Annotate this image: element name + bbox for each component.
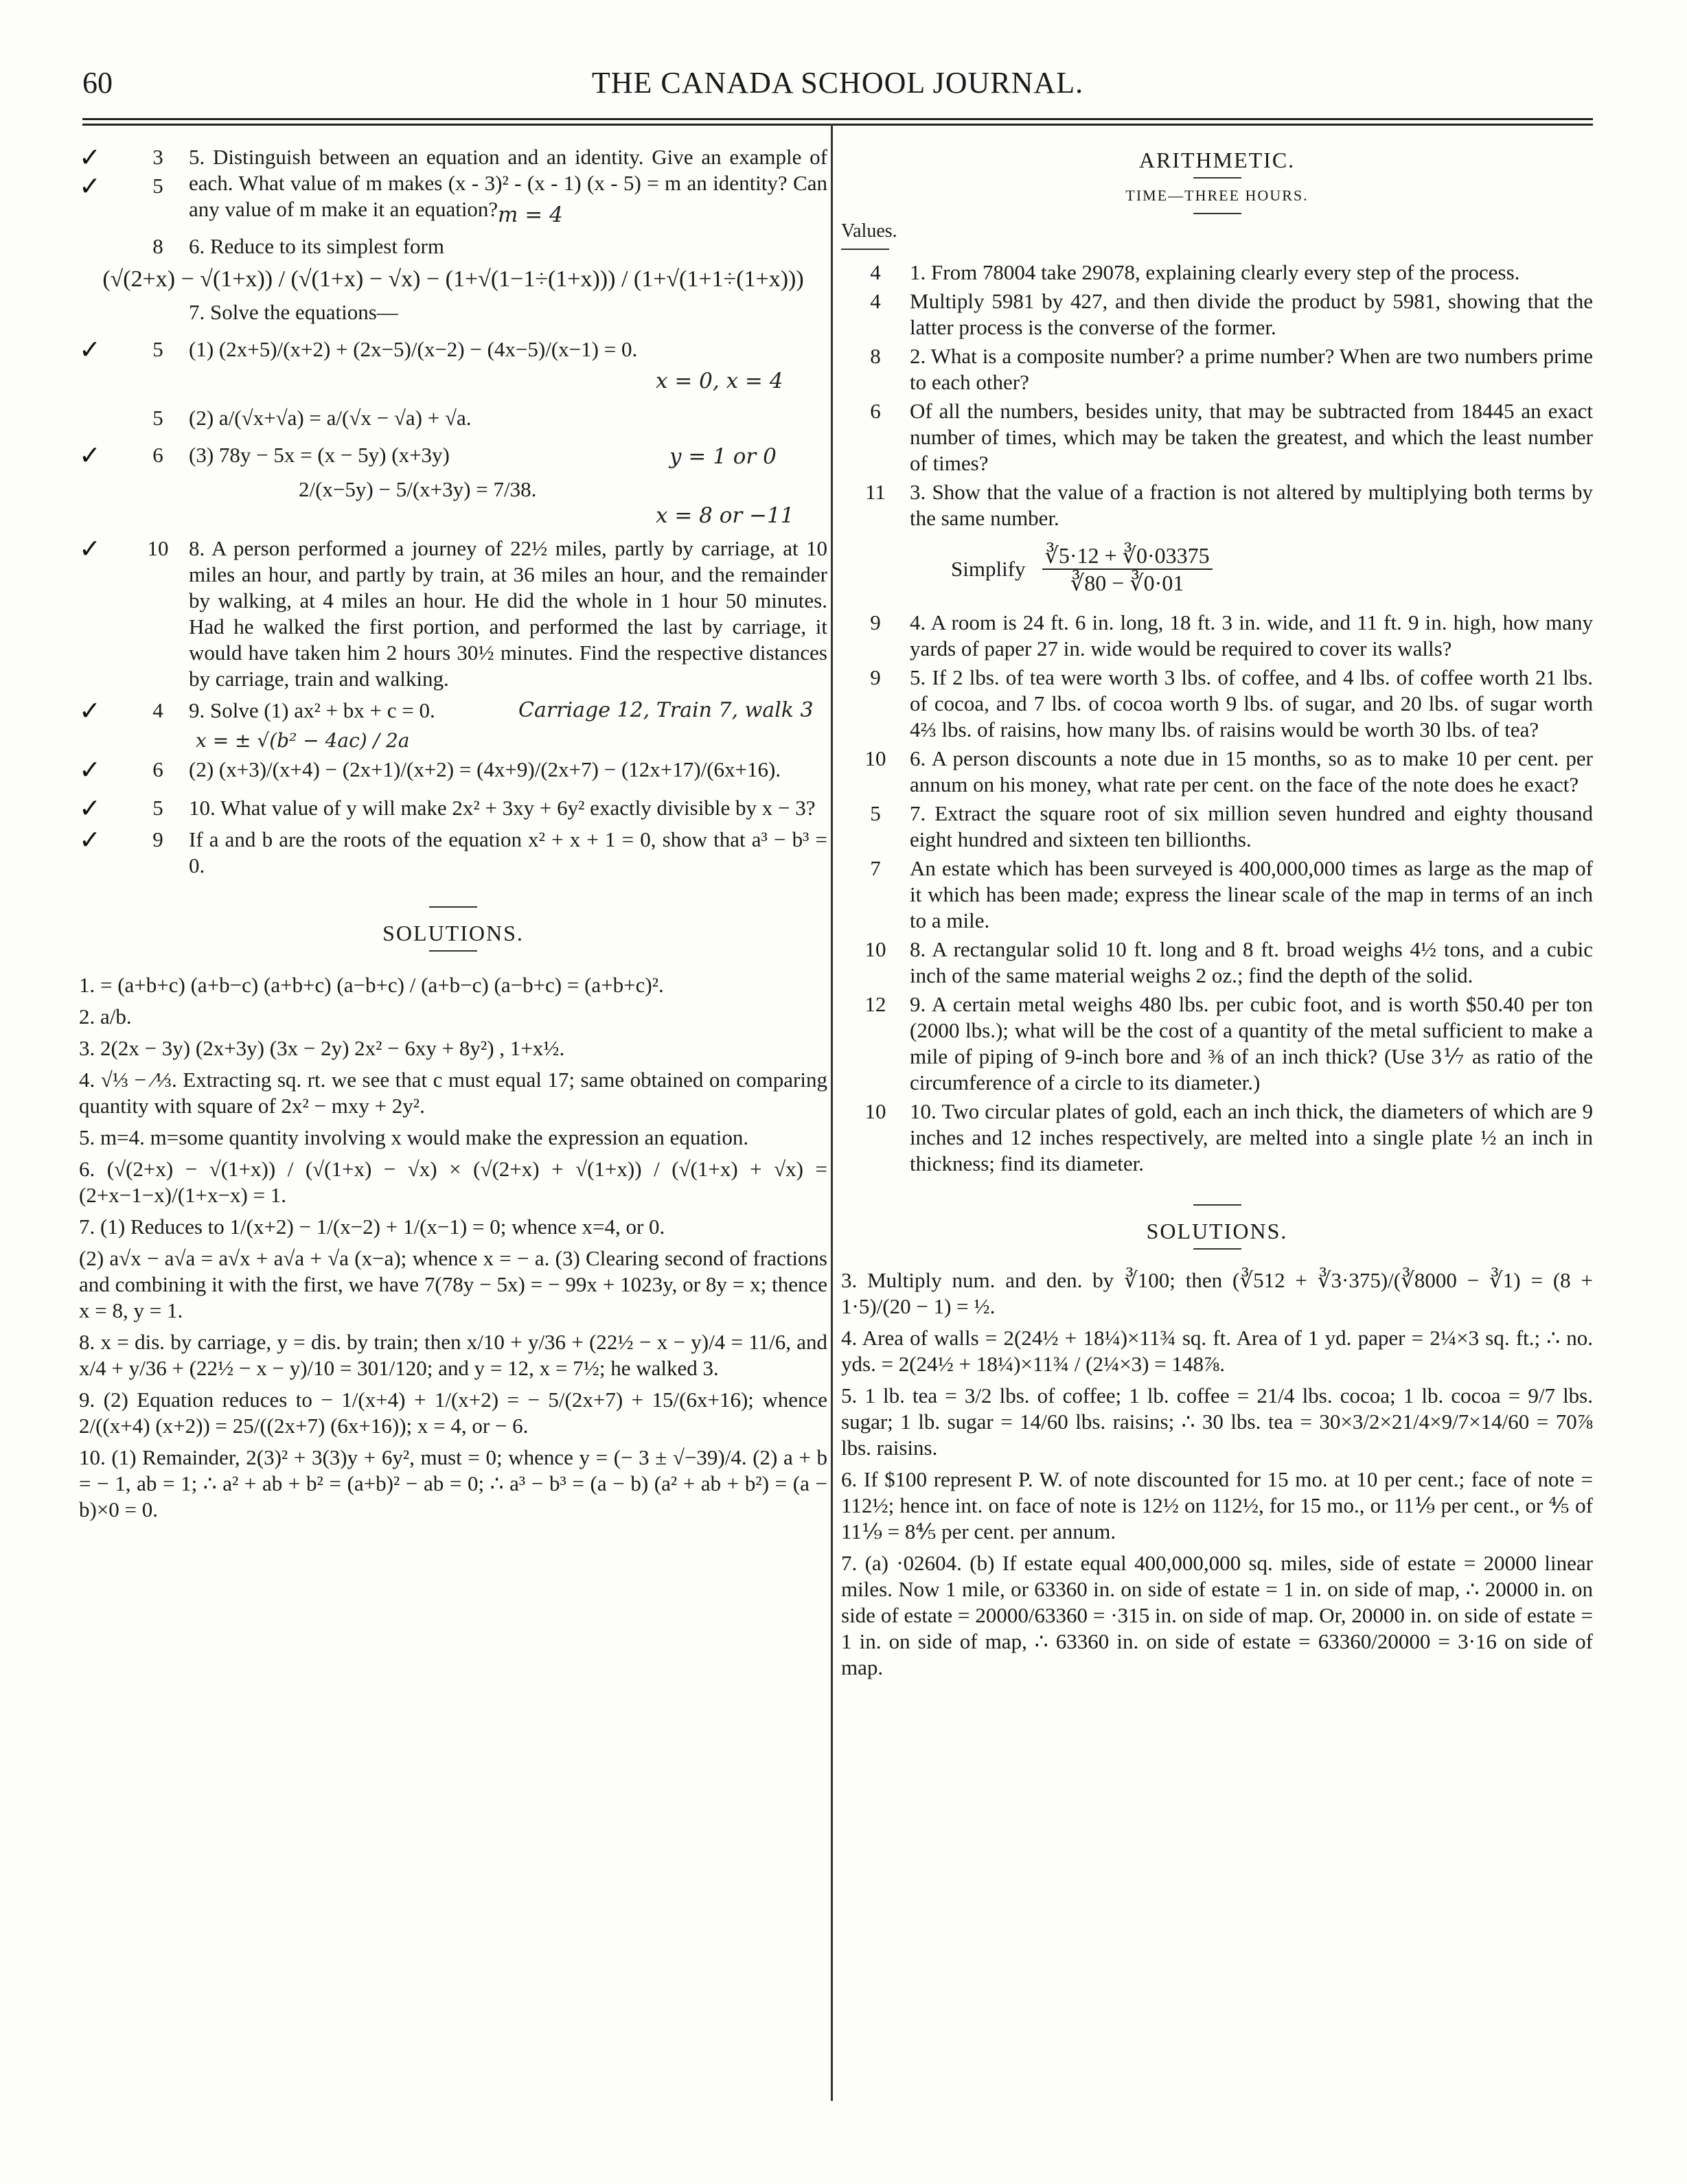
check-mark: [79, 405, 127, 431]
question-value: 5: [152, 337, 163, 361]
fraction-numerator: ∛5·12 + ∛0·03375: [1042, 542, 1213, 570]
question-value: 6: [870, 399, 881, 423]
check-mark: ✓: [79, 533, 101, 564]
question-text: 6. Reduce to its simplest form: [189, 234, 444, 258]
arith-question: [841, 288, 1593, 341]
handwritten-answer: x = ± √(b² − 4ac) / 2a: [196, 729, 410, 752]
solution-item: 4. Area of walls = 2(24½ + 18¼)×11¾ sq. ft. Area of 1 yd. paper = 2¼×3 sq. ft.; ∴ no. yds. = 2(24½ + 18¼)×11¾ / (2¼×3) = 148⅞.: [841, 1326, 1593, 1376]
question-text: 1. From 78004 take 29078, explaining clearly every step of the process.: [910, 260, 1520, 284]
question-value: 9: [152, 827, 163, 851]
solutions-heading: SOLUTIONS.: [382, 921, 524, 945]
question-value: 11: [865, 480, 886, 504]
handwritten-answer: x = 0, x = 4: [656, 369, 783, 393]
question-text: 5. If 2 lbs. of tea were worth 3 lbs. of coffee, and 4 lbs. of coffee worth 21 lbs. of cocoa, and 7 lbs. of cocoa worth 9 lbs. of sugar, and 20 lbs. of sugar worth 4⅔ lbs. of raisins, how many lbs. of raisins would be worth 30 lbs. of tea?: [910, 665, 1593, 742]
solution-item: 1. = (a+b+c) (a+b−c) (a+b+c) (a−b+c) / (a+b−c) (a−b+c) = (a+b+c)².: [79, 973, 664, 997]
question-11: [79, 827, 827, 879]
question-value: 5: [870, 801, 881, 825]
solution-item: 3. 2(2x − 3y) (2x+3y) (3x − 2y) 2x² − 6xy + 8y²) , 1+x½.: [79, 1036, 565, 1060]
question-value: 6: [152, 757, 163, 781]
q6-formula: (√(2+x) − √(1+x)) / (√(1+x) − √x) − (1+√(1−1÷(1+x))) / (1+√(1+1÷(1+x))): [102, 266, 804, 292]
question-value: 5: [152, 174, 163, 198]
divider: [841, 249, 889, 250]
question-5: [79, 144, 827, 222]
header-rule-2: [82, 124, 1593, 126]
check-mark: ✓: [79, 171, 101, 201]
question-value: 9: [870, 665, 881, 689]
question-6: [79, 233, 827, 260]
solution-item: 5. m=4. m=some quantity involving x would make the expression an equation.: [79, 1125, 749, 1149]
equation: (1) (2x+5)/(x+2) + (2x−5)/(x−2) − (4x−5)/(x−1) = 0.: [189, 337, 638, 361]
solutions-heading: SOLUTIONS.: [1146, 1219, 1288, 1243]
equation: (3) 78y − 5x = (x − 5y) (x+3y): [189, 443, 450, 467]
header-rule: [82, 118, 1593, 120]
arith-question: [841, 746, 1593, 798]
arith-question: [841, 260, 1593, 286]
question-value: 9: [870, 610, 881, 634]
divider: [1193, 1204, 1241, 1206]
simplify-expression: [951, 542, 1593, 596]
question-value: 10: [864, 1099, 886, 1123]
question-value: 10: [147, 536, 169, 560]
question-7-head: [79, 299, 827, 325]
question-value: 6: [152, 443, 163, 467]
arith-question: [841, 665, 1593, 743]
check-mark: ✓: [79, 440, 101, 470]
page-header: [76, 65, 1600, 106]
solution-item: 8. x = dis. by carriage, y = dis. by train; then x/10 + y/36 + (22½ − x − y)/4 = 11/6, and x/4 + y/36 + (22½ − x − y)/10 = 301/120; and y = 12, x = 7½; he walked 3.: [79, 1330, 827, 1380]
arith-question: [841, 936, 1593, 989]
divider: [429, 906, 477, 908]
question-9-2: [79, 757, 827, 783]
handwritten-answer: y = 1 or 0: [669, 444, 777, 469]
journal-title: THE CANADA SCHOOL JOURNAL.: [591, 66, 1084, 100]
question-value: 4: [870, 289, 881, 313]
simplify-label: Simplify: [951, 557, 1026, 581]
arith-question: [841, 343, 1593, 395]
check-mark: ✓: [79, 142, 101, 172]
check-mark: ✓: [79, 755, 101, 785]
solution-item: 2. a/b.: [79, 1004, 132, 1028]
divider: [1193, 1248, 1241, 1250]
question-value: 8: [152, 234, 163, 258]
question-text: 7. Extract the square root of six million seven hundred and eighty thousand eight hundred and sixteen ten billionths.: [910, 801, 1593, 851]
check-mark: ✓: [79, 825, 101, 855]
question-text: Of all the numbers, besides unity, that may be subtracted from 18445 an exact number of times, which may be taken the greatest, and which the least number of times?: [910, 399, 1593, 475]
fraction-denominator: ∛80 − ∛0·01: [1070, 571, 1184, 595]
arith-question: [841, 398, 1593, 476]
question-value: 7: [870, 856, 881, 880]
question-text: 9. A certain metal weighs 480 lbs. per cubic foot, and is worth $50.40 per ton (2000 lbs.); what will be the cost of a quantity of the metal sufficient to make a mile of piping of 9-inch bore and ⅜ of an inch thick? (Use 3⅐ as ratio of the circumference of a circle to its diameter.): [910, 992, 1593, 1094]
question-value: 8: [870, 344, 881, 368]
handwritten-answer: Carriage 12, Train 7, walk 3: [518, 698, 814, 722]
arith-question: [841, 801, 1593, 853]
arith-question: [841, 855, 1593, 934]
solution-item: 9. (2) Equation reduces to − 1/(x+4) + 1/(x+2) = − 5/(2x+7) + 15/(6x+16); whence 2/((x+4) (x+2)) = 25/((2x+7) (6x+16)); x = 4, or − 6.: [79, 1388, 827, 1438]
question-text: 4. A room is 24 ft. 6 in. long, 18 ft. 3 in. wide, and 11 ft. 9 in. high, how many yards of paper 27 in. wide would be required to cover its walls?: [910, 610, 1593, 660]
question-7-part-3b: [79, 476, 827, 503]
divider: [429, 950, 477, 952]
page-number: 60: [82, 66, 113, 100]
check-mark: ✓: [79, 696, 101, 726]
question-text: 10. Two circular plates of gold, each an inch thick, the diameters of which are 9 inches and 12 inches respectively, are melted into a single plate ½ an inch in thickness; find its diameter.: [910, 1099, 1593, 1175]
solution-item: 4. √⅓ − ⁄⅓. Extracting sq. rt. we see that c must equal 17; same obtained on comparing quantity with square of 2x² − mxy + 2y².: [79, 1068, 827, 1118]
equation: (2) (x+3)/(x+4) − (2x+1)/(x+2) = (4x+9)/(2x+7) − (12x+17)/(6x+16).: [189, 757, 781, 781]
check-mark: ✓: [79, 334, 101, 365]
solution-item: 10. (1) Remainder, 2(3)² + 3(3)y + 6y², must = 0; whence y = (− 3 ± √−39)/4. (2) a + b = − 1, ab = 1; ∴ a² + ab + b² = (a+b)² − ab = 0; ∴ a³ − b³ = (a − b) (a² + ab + b²) = (a − b)×0 = 0.: [79, 1445, 827, 1521]
question-text: 5. Distinguish between an equation and an identity. Give an example of each. What value of m makes (x - 3)² - (x - 1) (x - 5) = m an identity? Can any value of m make it an equation?: [189, 145, 827, 221]
question-text: 7. Solve the equations—: [189, 300, 398, 324]
values-label: Values.: [841, 220, 897, 242]
divider: [1193, 213, 1241, 214]
arithmetic-heading: ARITHMETIC.: [1138, 148, 1296, 172]
question-value: 4: [152, 698, 163, 722]
solution-item: 5. 1 lb. tea = 3/2 lbs. of coffee; 1 lb. coffee = 21/4 lbs. cocoa; 1 lb. cocoa = 9/7 lbs. sugar; 1 lb. sugar = 14/60 lbs. raisins; ∴ 30 lbs. tea = 30×3/2×21/4×9/7×14/60 = 70⅞ lbs. raisins.: [841, 1383, 1593, 1460]
solution-item: 6. (√(2+x) − √(1+x)) / (√(1+x) − √x) × (√(2+x) + √(1+x)) / (√(1+x) + √x) = (2+x−1−x)/(1+x−x) = 1.: [79, 1157, 827, 1207]
arith-question: [841, 991, 1593, 1096]
question-text: 2. What is a composite number? a prime number? When are two numbers prime to each other?: [910, 344, 1593, 394]
handwritten-answer: x = 8 or −11: [656, 503, 794, 528]
equation: 9. Solve (1) ax² + bx + c = 0.: [189, 698, 435, 722]
arith-question: [841, 1099, 1593, 1177]
solution-item: 7. (a) ·02604. (b) If estate equal 400,000,000 sq. miles, side of estate = 20000 linear miles. Now 1 mile, or 63360 in. on side of estate = 1 in. on side of map, ∴ 20000 in. on side of estate = 20000/63360 = ·315 in. on side of map. Or, 20000 in. on side of estate = 1 in. on side of map, ∴ 63360 in. on side of estate = 63360/20000 = 3·16 on side of map.: [841, 1551, 1593, 1679]
solution-item: (2) a√x − a√a = a√x + a√a + √a (x−a); whence x = − a. (3) Clearing second of fractions and combining it with the first, we have 7(78y − 5x) = − 99x + 1023y, or 8y = x; thence x = 8, y = 1.: [79, 1246, 827, 1322]
question-text: 10. What value of y will make 2x² + 3xy + 6y² exactly divisible by x − 3?: [189, 796, 816, 820]
question-value: 12: [864, 992, 886, 1016]
question-text: 3. Show that the value of a fraction is not altered by multiplying both terms by the same number.: [910, 480, 1593, 530]
question-value: 10: [864, 937, 886, 961]
question-value: 5: [152, 796, 163, 820]
right-column: [841, 144, 1593, 1686]
question-8: [79, 533, 827, 692]
question-10: [79, 795, 827, 821]
time-allowed: TIME—THREE HOURS.: [1125, 187, 1309, 204]
question-text: 6. A person discounts a note due in 15 months, so as to make 10 per cent. per annum on his money, what rate per cent. on the face of the note does he exact?: [910, 746, 1593, 796]
question-7-part-2: [79, 405, 827, 431]
handwritten-answer: m = 4: [498, 203, 563, 227]
question-text: An estate which has been surveyed is 400,000,000 times as large as the map of it which has been made; express the linear scale of the map in terms of an inch to a mile.: [910, 856, 1593, 932]
solution-item: 3. Multiply num. and den. by ∛100; then (∛512 + ∛3·375)/(∛8000 − ∛1) = (8 + 1·5)/(20 − 1) = ½.: [841, 1268, 1593, 1318]
column-divider: [831, 124, 833, 2101]
left-column: [79, 144, 827, 1528]
equation: (2) a/(√x+√a) = a/(√x − √a) + √a.: [189, 406, 472, 430]
arith-question: [841, 610, 1593, 662]
check-mark: ✓: [79, 793, 101, 823]
question-text: 8. A rectangular solid 10 ft. long and 8 ft. broad weighs 4½ tons, and a cubic inch of the same material weighs 2 oz.; find the depth of the solid.: [910, 937, 1593, 987]
question-7-part-1: [79, 336, 827, 363]
question-value: 4: [870, 260, 881, 284]
question-text: 8. A person performed a journey of 22½ miles, partly by carriage, at 10 miles an hour, and partly by train, at 36 miles an hour, and the remainder by walking, at 4 miles an hour. He did the whole in 1 hour 50 minutes. Had he walked the first portion, and performed the last by carriage, it would have taken him 2 hours 30½ minutes. Find the respective distances by carriage, train and walking.: [189, 536, 827, 691]
check-mark: [79, 233, 127, 260]
solution-item: 7. (1) Reduces to 1/(x+2) − 1/(x−2) + 1/(x−1) = 0; whence x=4, or 0.: [79, 1215, 665, 1239]
question-text: If a and b are the roots of the equation x² + x + 1 = 0, show that a³ − b³ = 0.: [189, 827, 827, 877]
divider: [1193, 177, 1241, 179]
question-value: 5: [152, 406, 163, 430]
question-value: 10: [864, 746, 886, 770]
question-value: 3: [152, 145, 163, 169]
solution-item: 6. If $100 represent P. W. of note discounted for 15 mo. at 10 per cent.; face of note = 112½; hence int. on face of note is 12½ on 112½, for 15 mo., or 11⅑ per cent., or ⅘ of 11⅑ = 8⅘ per cent. per annum.: [841, 1467, 1593, 1543]
equation: 2/(x−5y) − 5/(x+3y) = 7/38.: [299, 477, 537, 501]
question-text: Multiply 5981 by 427, and then divide the product by 5981, showing that the latter process is the converse of the former.: [910, 289, 1593, 339]
arith-question: [841, 479, 1593, 531]
